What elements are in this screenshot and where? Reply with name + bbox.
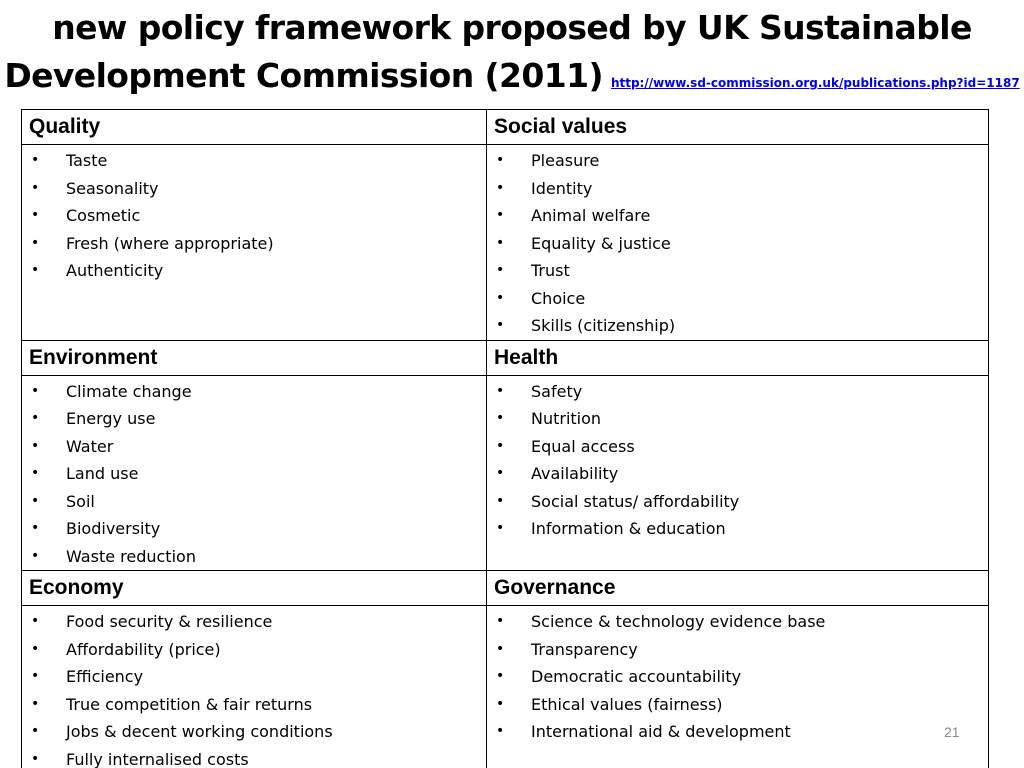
bullet-icon: • [496,289,505,306]
list-item [487,460,988,488]
list-item-text: Taste [66,151,108,170]
bullet-icon: • [496,382,505,399]
bullet-icon: • [31,410,40,426]
list-item-text: Choice [531,288,586,308]
bullet-icon: • [496,437,505,454]
list-item-text: Energy use [66,409,156,428]
quality-list [22,147,486,285]
list-item [22,147,486,175]
bullet-icon: • [496,234,505,251]
bullet-icon: • [496,465,505,481]
list-item-text: Democratic accountability [531,667,742,686]
list-item [22,433,486,461]
list-item [487,175,988,203]
list-item [487,663,988,691]
bullet-icon: • [31,465,40,481]
list-item-text: Availability [531,464,619,483]
environment-cell [22,375,487,571]
list-item [487,636,988,664]
bullet-icon: • [496,492,505,509]
list-item-text: Water [66,436,114,456]
list-item-text: Safety [531,381,583,401]
list-item-text: Biodiversity [66,519,161,538]
bullet-icon: • [496,317,505,333]
bullet-icon: • [31,152,40,168]
governance-header: Governance [487,571,989,606]
economy-cell [22,606,487,768]
list-item [22,663,486,691]
list-item-text: Social status/ affordability [531,491,740,511]
bullet-icon: • [496,668,505,684]
list-item [22,515,486,543]
page-number: 21 [944,724,960,740]
title-line-2 [0,52,1024,107]
title-line-2-text: Development Commission (2011) [4,56,603,95]
list-item [22,718,486,746]
list-item [22,636,486,664]
list-item [487,230,988,258]
list-item [487,515,988,543]
list-item [22,460,486,488]
list-item [22,378,486,406]
list-item [22,691,486,719]
list-item-text: Pleasure [531,151,600,170]
bullet-icon: • [31,547,40,564]
list-item [487,378,988,406]
bullet-icon: • [31,723,40,739]
list-item-text: Cosmetic [66,206,141,225]
list-item [22,230,486,258]
list-item-text: Equal access [531,436,635,456]
environment-list [22,378,486,571]
environment-header: Environment [22,340,487,375]
list-item [487,285,988,313]
list-item [487,608,988,636]
list-item-text: Transparency [531,639,638,659]
bullet-icon: • [496,410,505,426]
social-values-header: Social values [487,110,989,145]
quality-header: Quality [22,110,487,145]
list-item-text: True competition & fair returns [66,694,313,714]
list-item [487,718,988,746]
governance-list [487,608,988,746]
bullet-icon: • [496,640,505,657]
bullet-icon: • [496,613,505,629]
bullet-icon: • [31,520,40,536]
list-item [22,202,486,230]
list-item [22,746,486,768]
bullet-icon: • [31,492,40,509]
economy-header: Economy [22,571,487,606]
list-item [22,543,486,571]
list-item [487,433,988,461]
list-item [487,488,988,516]
list-item-text: Ethical values (fairness) [531,694,723,714]
source-link[interactable]: http://www.sd-commission.org.uk/publications.php?id=1187 [610,76,1020,90]
bullet-icon: • [496,695,505,712]
list-item [487,405,988,433]
bullet-icon: • [31,262,40,278]
list-item-text: Equality & justice [531,233,671,253]
list-item-text: Identity [531,178,593,198]
list-item [22,175,486,203]
list-item-text: Science & technology evidence base [531,612,826,631]
list-item-text: Information & education [531,519,726,538]
list-item-text: Fresh (where appropriate) [66,233,274,253]
list-item [22,608,486,636]
list-item-text: International aid & development [531,722,791,741]
health-list [487,378,988,543]
bullet-icon: • [31,640,40,657]
quality-cell [22,145,487,341]
economy-list [22,608,486,768]
bullet-icon: • [31,179,40,196]
list-item-text: Nutrition [531,409,602,428]
list-item-text: Animal welfare [531,206,651,225]
list-item-text: Jobs & decent working conditions [66,722,333,741]
health-cell [487,375,989,571]
list-item-text: Fully internalised costs [66,749,249,768]
slide-title [0,4,1024,107]
bullet-icon: • [31,668,40,684]
list-item [22,257,486,285]
list-item [22,488,486,516]
list-item-text: Waste reduction [66,546,196,566]
list-item [487,147,988,175]
list-item [22,405,486,433]
bullet-icon: • [496,207,505,223]
bullet-icon: • [31,207,40,223]
social-values-cell [487,145,989,341]
bullet-icon: • [31,234,40,251]
bullet-icon: • [496,520,505,536]
list-item-text: Skills (citizenship) [531,316,676,335]
list-item-text: Land use [66,464,139,483]
title-line-1: new policy framework proposed by UK Sustainable [52,8,972,47]
social-values-list [487,147,988,340]
framework-table [21,109,989,768]
bullet-icon: • [31,382,40,399]
list-item [487,691,988,719]
list-item-text: Efficiency [66,667,144,686]
list-item [487,257,988,285]
list-item-text: Seasonality [66,178,159,198]
list-item-text: Climate change [66,381,192,401]
health-header: Health [487,340,989,375]
bullet-icon: • [31,695,40,712]
bullet-icon: • [496,262,505,278]
list-item-text: Authenticity [66,261,164,280]
list-item-text: Soil [66,491,95,511]
list-item-text: Trust [531,261,570,280]
bullet-icon: • [496,723,505,739]
bullet-icon: • [31,437,40,454]
list-item [487,312,988,340]
bullet-icon: • [31,750,40,767]
list-item [487,202,988,230]
list-item-text: Food security & resilience [66,612,273,631]
list-item-text: Affordability (price) [66,639,221,659]
governance-cell [487,606,989,768]
bullet-icon: • [31,613,40,629]
bullet-icon: • [496,152,505,168]
bullet-icon: • [496,179,505,196]
